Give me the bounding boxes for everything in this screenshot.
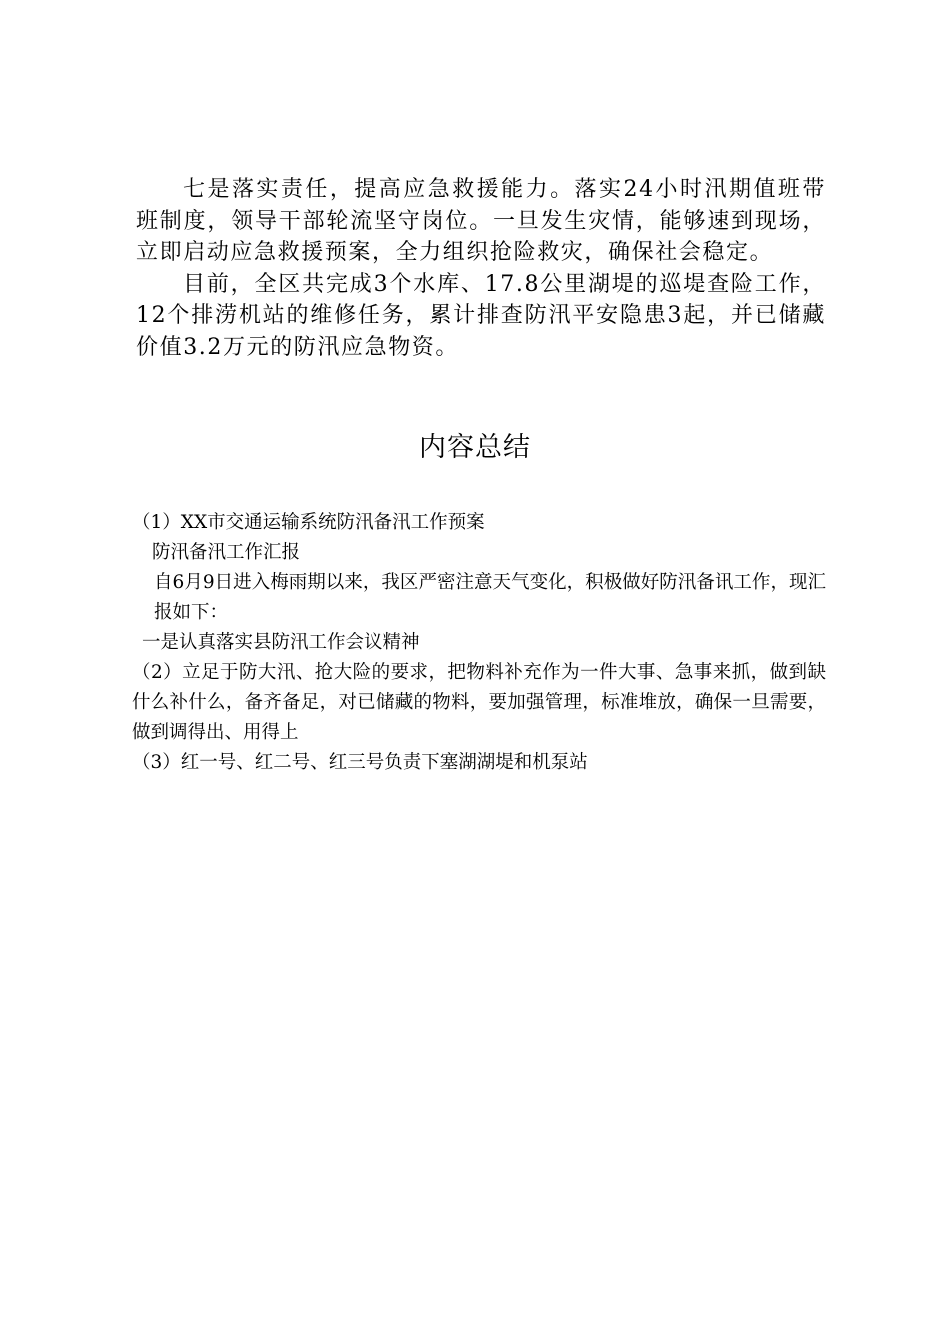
body-paragraph-responsibility: 七是落实责任，提高应急救援能力。落实24小时汛期值班带班制度，领导干部轮流坚守岗位。一旦发生灾情，能够速到现场，立即启动应急救援预案，全力组织抢险救灾，确保社会稳定。 (136, 177, 826, 265)
summary-line-first-point: 一是认真落实县防汛工作会议精神 (142, 632, 420, 653)
summary-item-3: （3）红一号、红二号、红三号负责下塞湖湖堤和机泵站 (132, 752, 588, 773)
summary-line-report-title: 防汛备汛工作汇报 (152, 542, 301, 563)
summary-heading: 内容总结 (419, 432, 531, 463)
summary-line-intro: 自6月9日进入梅雨期以来，我区严密注意天气变化，积极做好防汛备讯工作，现汇报如下： (154, 572, 826, 623)
summary-item-1: （1）XX市交通运输系统防汛备汛工作预案 (132, 512, 485, 533)
body-paragraph-progress: 目前，全区共完成3个水库、17.8公里湖堤的巡堤查险工作，12个排涝机站的维修任务，累计排查防汛平安隐患3起，并已储藏价值3.2万元的防汛应急物资。 (136, 271, 826, 360)
summary-section (132, 508, 826, 778)
report-body (136, 174, 826, 363)
summary-item-2: （2）立足于防大汛、抢大险的要求，把物料补充作为一件大事、急事来抓，做到缺什么补什么，备齐备足，对已储藏的物料，要加强管理，标准堆放，确保一旦需要，做到调得出、用得上 (132, 662, 826, 743)
